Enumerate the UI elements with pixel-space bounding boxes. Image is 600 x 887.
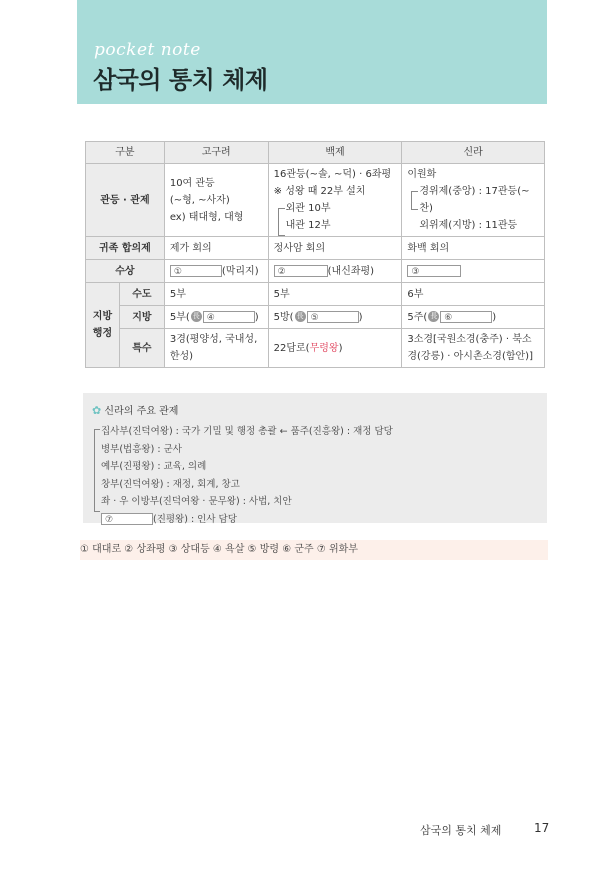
table-row-head	[86, 260, 545, 283]
blank-7: ⑦	[101, 513, 153, 525]
cell-silla-officials	[402, 164, 545, 237]
governance-table	[85, 141, 545, 368]
cell-silla-province	[402, 306, 545, 329]
silla-officials-line: 이원화	[407, 169, 437, 180]
baekje-officials-line: ※ 성왕 때 22부 설치	[273, 186, 366, 197]
cell-silla-head	[402, 260, 545, 283]
row-label-officials: 관등 · 관제	[86, 164, 165, 237]
row-label-council: 귀족 합의제	[86, 237, 165, 260]
silla-office-list	[94, 423, 393, 528]
footer-title: 삼국의 통치 체제	[420, 824, 502, 837]
blank-2: ②	[274, 265, 328, 277]
cell-baekje-special	[268, 329, 402, 368]
list-item: 예부(진평왕) : 교육, 의례	[101, 461, 207, 472]
blank-3: ③	[407, 265, 461, 277]
head-char-badge: 長	[192, 312, 200, 320]
blank-5: ⑤	[307, 311, 359, 323]
special-baekje-close: )	[338, 342, 343, 354]
cell-silla-capital: 6부	[402, 283, 545, 306]
pocket-note-script: pocket note	[94, 40, 201, 60]
cell-baekje-officials	[268, 164, 402, 237]
table-row-council	[86, 237, 545, 260]
silla-bracket-group	[407, 183, 539, 234]
bracket-mark	[278, 208, 285, 236]
baekje-officials-line: 16관등(~솔, ~덕) · 6좌평	[273, 169, 392, 180]
table-header-row	[86, 142, 545, 164]
special-silla-line: 3소경[국원소경(충주) · 북소	[407, 334, 532, 345]
page-number: 17	[534, 821, 550, 835]
goguryeo-officials-line: (~형, ~사자)	[169, 194, 230, 206]
silla-box-title	[92, 402, 178, 417]
header-baekje: 백제	[268, 142, 402, 164]
special-baekje-prefix: 22담로(	[273, 342, 310, 354]
blank-1: ①	[170, 265, 222, 277]
cell-goguryeo-capital: 5부	[164, 283, 268, 306]
table-row-province	[86, 306, 545, 329]
province-prefix: 5부(	[169, 311, 190, 323]
special-goguryeo-line: 한성)	[169, 351, 194, 362]
cell-baekje-head	[268, 260, 402, 283]
header-category: 구분	[86, 142, 165, 164]
blank-4: ④	[203, 311, 255, 323]
province-close: )	[254, 311, 259, 323]
head-goguryeo-suffix: (막리지)	[221, 265, 259, 277]
goguryeo-officials-line: 10여 관등	[169, 177, 215, 189]
list-item: 병부(법흥왕) : 군사	[101, 443, 182, 455]
cell-goguryeo-officials	[164, 164, 268, 237]
answer-key: ① 대대로 ② 상좌평 ③ 상대등 ④ 욕살 ⑤ 방령 ⑥ 군주 ⑦ 위화부	[80, 540, 548, 560]
cell-goguryeo-head	[164, 260, 268, 283]
cell-baekje-council: 정사암 회의	[268, 237, 402, 260]
province-prefix: 5방(	[273, 311, 294, 323]
province-prefix: 5주(	[407, 311, 428, 323]
list-item: 집사부(진덕여왕) : 국가 기밀 및 행정 총괄 ← 품주(진흥왕) : 재정 담당	[101, 426, 393, 437]
cell-silla-council: 화백 회의	[402, 237, 545, 260]
list-item: 창부(진덕여왕) : 재정, 회계, 창고	[101, 478, 240, 490]
flower-icon: ✿	[92, 404, 102, 417]
table-row-capital	[86, 283, 545, 306]
local-group-label: 지방	[92, 311, 113, 322]
row-label-special: 특수	[119, 329, 164, 368]
silla-officials-line: 외위제(지방) : 11관등	[419, 220, 518, 231]
silla-officials-line: 경위제(중앙) : 17관등(~찬)	[419, 186, 530, 214]
list-item: 좌 · 우 이방부(진덕여왕 · 문무왕) : 사법, 치안	[101, 496, 292, 507]
baekje-officials-line: 외관 10부	[285, 203, 331, 214]
goguryeo-officials-line: ex) 태대형, 대형	[169, 211, 244, 223]
row-label-province: 지방	[119, 306, 164, 329]
silla-offices-box	[83, 393, 547, 523]
head-baekje-suffix: (내신좌평)	[327, 265, 375, 277]
head-char-badge: 長	[296, 312, 304, 320]
table-row-officials	[86, 164, 545, 237]
baekje-officials-line: 내관 12부	[285, 220, 331, 231]
row-label-head: 수상	[86, 260, 165, 283]
row-group-local	[86, 283, 120, 368]
header-silla: 신라	[402, 142, 545, 164]
bracket-mark	[411, 191, 418, 210]
special-silla-line: 경(강릉) · 아시촌소경(함안)]	[407, 351, 533, 362]
page-title: 삼국의 통치 체제	[93, 66, 268, 94]
head-char-badge: 長	[430, 312, 438, 320]
cell-goguryeo-council: 제가 회의	[164, 237, 268, 260]
list-item	[94, 511, 393, 529]
cell-baekje-province	[268, 306, 402, 329]
province-close: )	[358, 311, 363, 323]
local-group-label: 행정	[92, 328, 113, 339]
row-label-capital: 수도	[119, 283, 164, 306]
baekje-bracket-group	[274, 200, 397, 234]
cell-goguryeo-special	[164, 329, 268, 368]
cell-baekje-capital: 5부	[268, 283, 402, 306]
special-baekje-king: 무령왕	[309, 342, 339, 354]
cell-silla-special	[402, 329, 545, 368]
list-item-suffix: (진평왕) : 인사 담당	[153, 513, 237, 525]
header-goguryeo: 고구려	[164, 142, 268, 164]
blank-6: ⑥	[440, 311, 492, 323]
silla-box-title-text: 신라의 주요 관제	[104, 406, 179, 417]
table-row-special	[86, 329, 545, 368]
province-close: )	[492, 311, 497, 323]
cell-goguryeo-province	[164, 306, 268, 329]
special-goguryeo-line: 3경(평양성, 국내성,	[169, 334, 258, 345]
